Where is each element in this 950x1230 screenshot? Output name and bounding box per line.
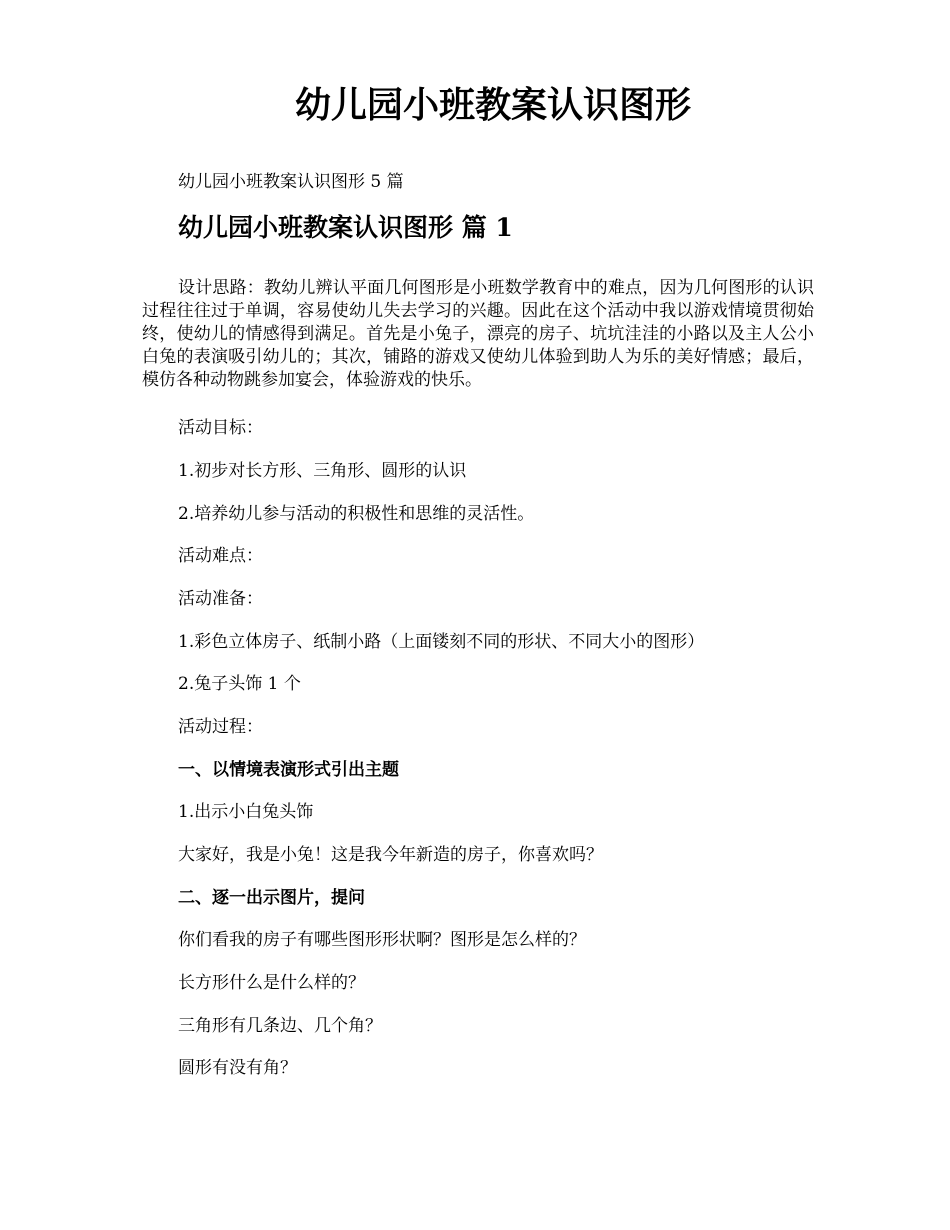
question-line-2: 长方形什么是什么样的？ bbox=[178, 973, 365, 993]
question-line-4: 圆形有没有角？ bbox=[178, 1058, 297, 1078]
question-line-3: 三角形有几条边、几个角？ bbox=[178, 1016, 382, 1036]
document-subtitle: 幼儿园小班教案认识图形 5 篇 bbox=[178, 172, 404, 192]
document-title: 幼儿园小班教案认识图形 bbox=[294, 84, 691, 126]
intro-paragraph: 设计思路：教幼儿辨认平面几何图形是小班数学教育中的难点，因为几何图形的认识过程往往过于单调，容易使幼儿失去学习的兴趣。因此在这个活动中我以游戏情境贯彻始终，使幼儿的情感得到满足。首先是小兔子，漂亮的房子、坑坑洼洼的小路以及主人公小白兔的表演吸引幼儿的；其次，铺路的游戏又使幼儿体验到助人为乐的美好情感；最后，模仿各种动物跳参加宴会，体验游戏的快乐。 bbox=[142, 278, 814, 390]
activity-process-label: 活动过程： bbox=[178, 717, 263, 737]
question-line-1: 你们看我的房子有哪些图形形状啊？图形是怎么样的？ bbox=[178, 930, 586, 950]
step-two-heading: 二、逐一出示图片，提问 bbox=[178, 888, 365, 908]
goal-item-1: 1.初步对长方形、三角形、圆形的认识 bbox=[178, 461, 467, 481]
activity-difficulty-label: 活动难点： bbox=[178, 546, 263, 566]
step-one-item-1: 1.出示小白兔头饰 bbox=[178, 802, 314, 822]
step-one-heading: 一、以情境表演形式引出主题 bbox=[178, 760, 399, 780]
goal-item-2: 2.培养幼儿参与活动的积极性和思维的灵活性。 bbox=[178, 504, 535, 524]
activity-preparation-label: 活动准备： bbox=[178, 589, 263, 609]
preparation-item-1: 1.彩色立体房子、纸制小路（上面镂刻不同的形状、不同大小的图形） bbox=[178, 632, 705, 652]
section-heading: 幼儿园小班教案认识图形 篇 1 bbox=[178, 213, 513, 242]
dialogue-line: 大家好，我是小兔！这是我今年新造的房子，你喜欢吗？ bbox=[178, 845, 603, 865]
preparation-item-2: 2.兔子头饰 1 个 bbox=[178, 674, 301, 694]
activity-goals-label: 活动目标： bbox=[178, 418, 263, 438]
